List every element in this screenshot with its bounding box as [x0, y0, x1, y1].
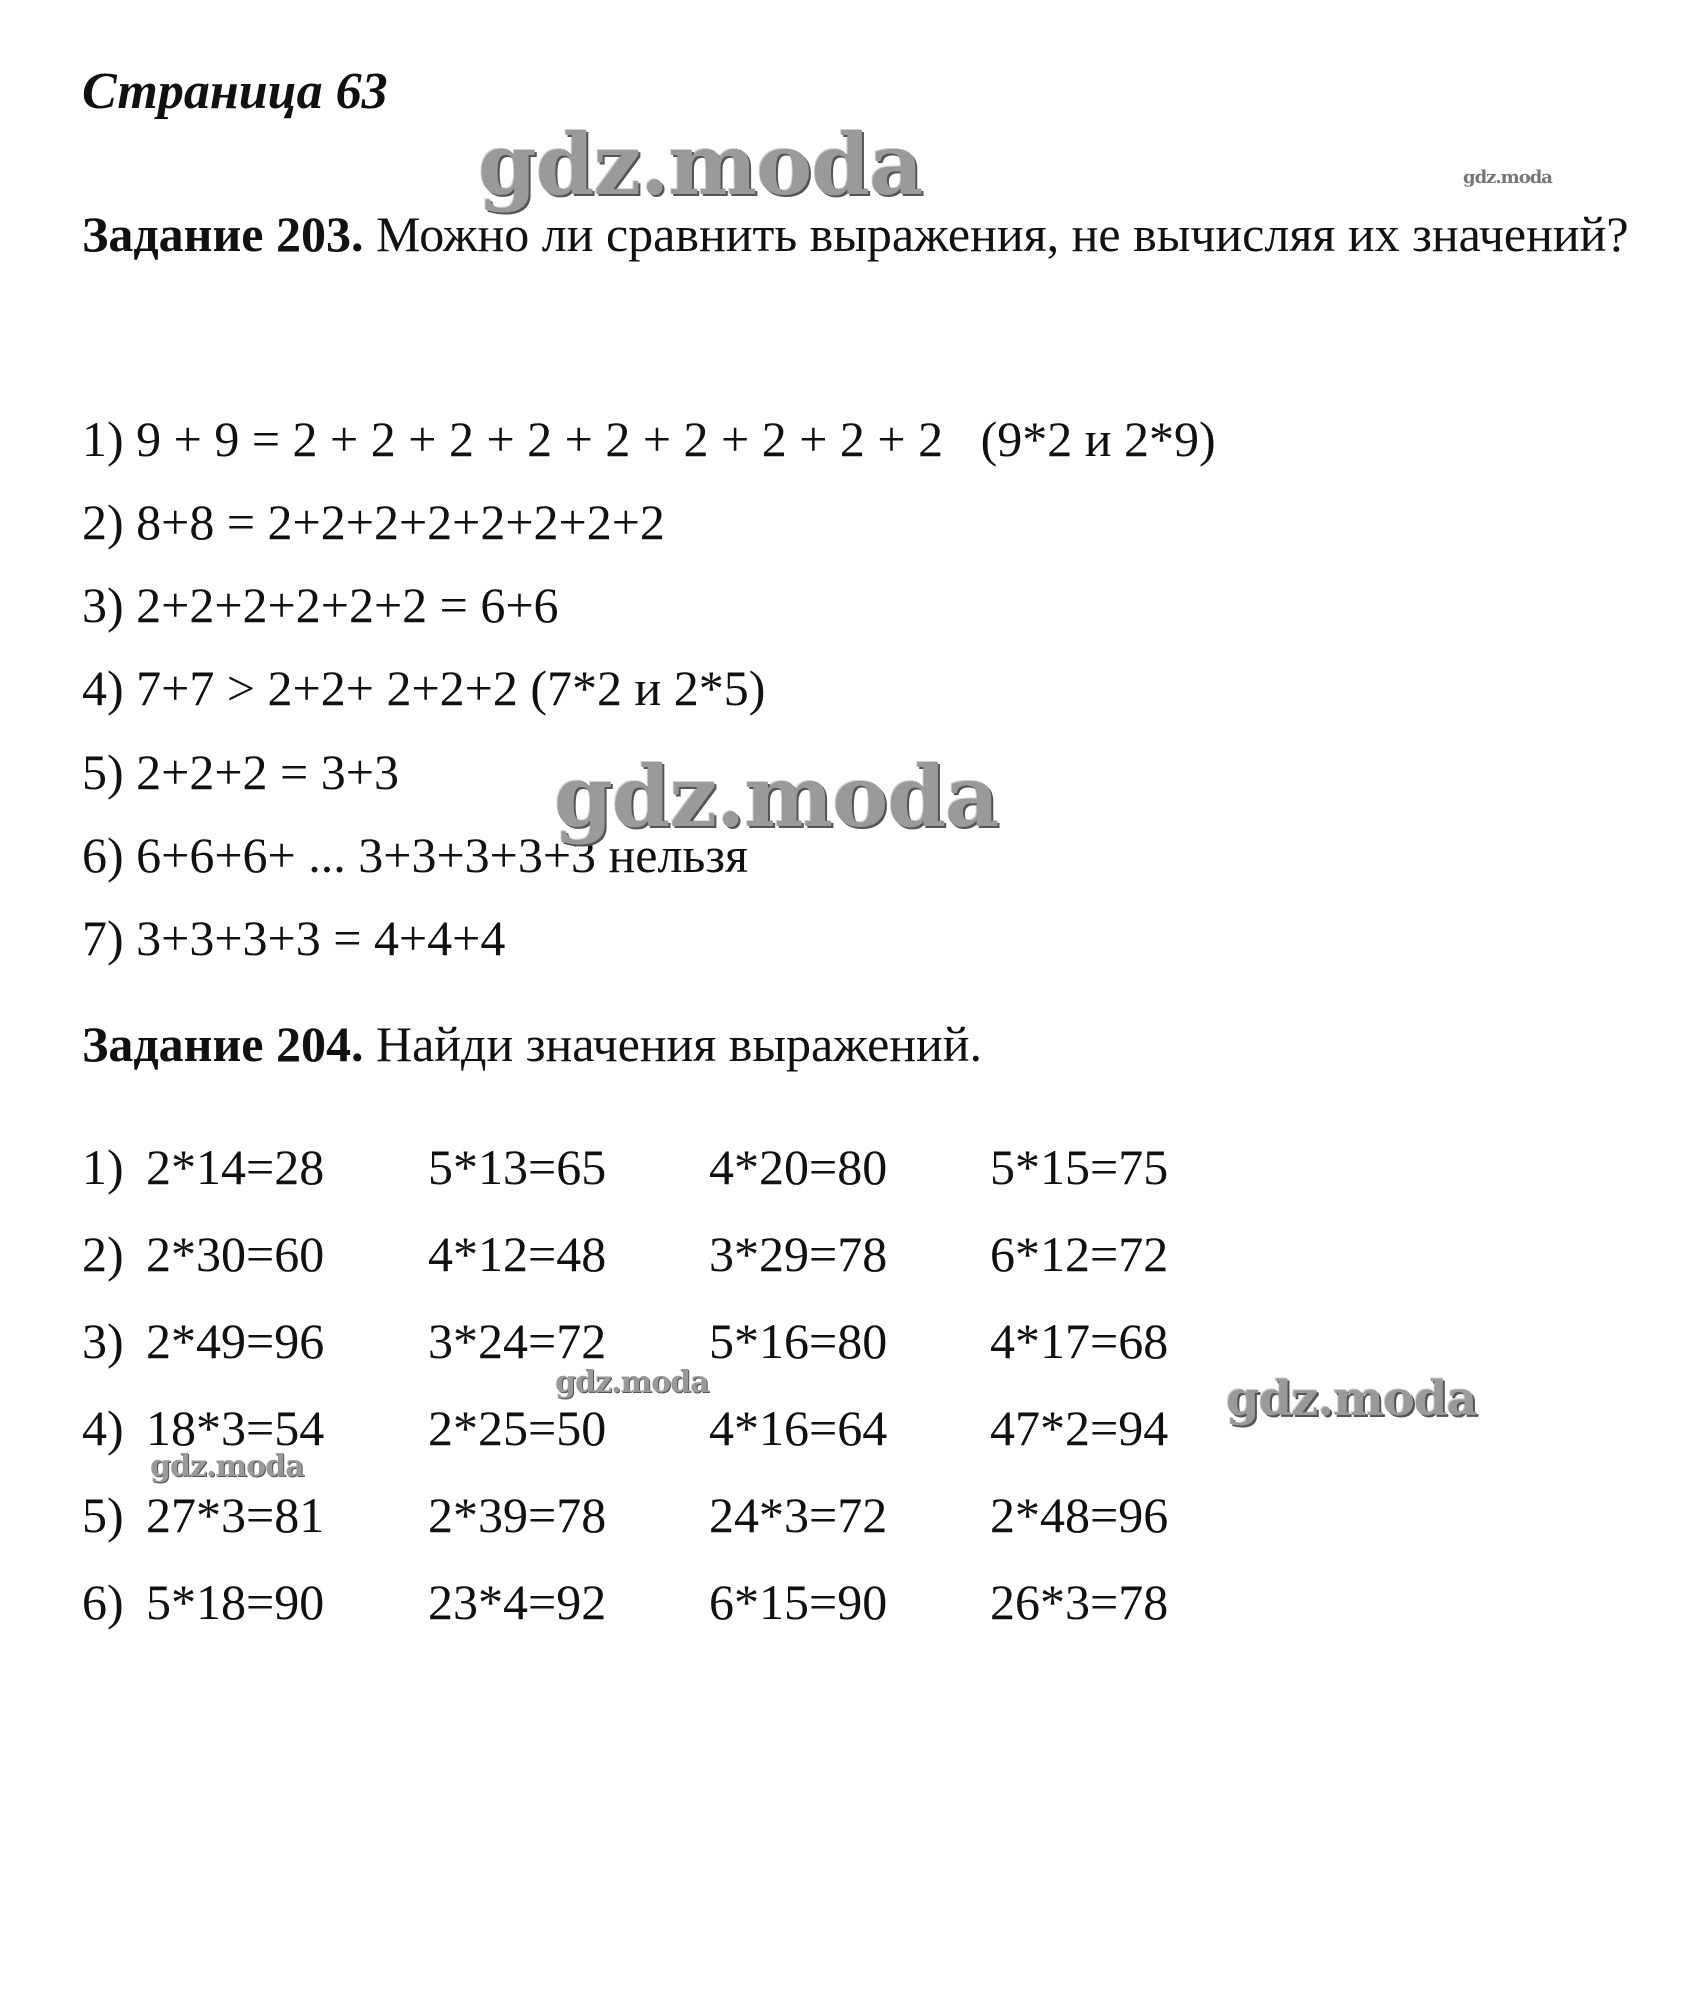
expression-cell: 2*25=50: [428, 1400, 607, 1456]
expression-cell: 2*39=78: [428, 1487, 607, 1543]
expression-cell: 5*15=75: [990, 1139, 1169, 1195]
expression-cell: 4*12=48: [428, 1226, 607, 1282]
expression-cell: 2*14=28: [146, 1139, 325, 1195]
page-title: Страница 63: [82, 63, 388, 120]
task-204-row: [82, 1398, 1169, 1458]
expression-cell: 18*3=54: [146, 1400, 325, 1456]
row-number: 3): [82, 1313, 124, 1369]
task-204-text: Найди значения выражений.: [376, 1016, 983, 1072]
row-number: 5): [82, 1487, 124, 1543]
task-203-text: Можно ли сравнить выражения, не вычисляя их значений?: [376, 206, 1629, 262]
task-203-item-2: 2) 8+8 = 2+2+2+2+2+2+2+2: [82, 494, 665, 550]
task-204-row: [82, 1224, 1169, 1284]
task-203-item-3: 3) 2+2+2+2+2+2 = 6+6: [82, 577, 559, 633]
row-number: 1): [82, 1139, 124, 1195]
task-203-item-7: 7) 3+3+3+3 = 4+4+4: [82, 910, 506, 966]
expression-cell: 24*3=72: [709, 1487, 888, 1543]
task-203-item-6: 6) 6+6+6+ ... 3+3+3+3+3 нельзя: [82, 827, 748, 883]
task-204-row: [82, 1485, 1169, 1545]
expression-cell: 26*3=78: [990, 1574, 1169, 1630]
expression-cell: 4*17=68: [990, 1313, 1169, 1369]
expression-cell: 47*2=94: [990, 1400, 1169, 1456]
task-204-row: [82, 1572, 1169, 1632]
task-204-row: [82, 1137, 1169, 1197]
watermark: gdz.moda: [554, 747, 999, 846]
task-203-label: Задание 203.: [82, 206, 364, 262]
watermark: gdz.moda: [1226, 1371, 1477, 1427]
watermark: gdz.moda: [1463, 167, 1552, 188]
expression-cell: 5*16=80: [709, 1313, 888, 1369]
expression-cell: 23*4=92: [428, 1574, 607, 1630]
row-number: 6): [82, 1574, 124, 1630]
task-203-item-4: 4) 7+7 > 2+2+ 2+2+2 (7*2 и 2*5): [82, 660, 766, 716]
expression-cell: 3*29=78: [709, 1226, 888, 1282]
expression-cell: 5*13=65: [428, 1139, 607, 1195]
row-number: 2): [82, 1226, 124, 1282]
expression-cell: 3*24=72: [428, 1313, 607, 1369]
expression-cell: 4*16=64: [709, 1400, 888, 1456]
task-204-row: [82, 1311, 1169, 1371]
row-number: 4): [82, 1400, 124, 1456]
expression-cell: 27*3=81: [146, 1487, 325, 1543]
expression-cell: 6*15=90: [709, 1574, 888, 1630]
task-203-item-1: 1) 9 + 9 = 2 + 2 + 2 + 2 + 2 + 2 + 2 + 2 + 2 (9*2 и 2*9): [82, 411, 1216, 467]
expression-cell: 6*12=72: [990, 1226, 1169, 1282]
expression-cell: 2*49=96: [146, 1313, 325, 1369]
task-204-label: Задание 204.: [82, 1016, 364, 1072]
watermark: gdz.moda: [478, 115, 923, 214]
watermark: gdz.moda: [555, 1365, 709, 1400]
task-203-item-5: 5) 2+2+2 = 3+3: [82, 744, 399, 800]
expression-cell: 2*30=60: [146, 1226, 325, 1282]
expression-cell: 5*18=90: [146, 1574, 325, 1630]
watermark: gdz.moda: [150, 1449, 304, 1484]
task-204-heading: [82, 1000, 1642, 1088]
expression-cell: 2*48=96: [990, 1487, 1169, 1543]
expression-cell: 4*20=80: [709, 1139, 888, 1195]
